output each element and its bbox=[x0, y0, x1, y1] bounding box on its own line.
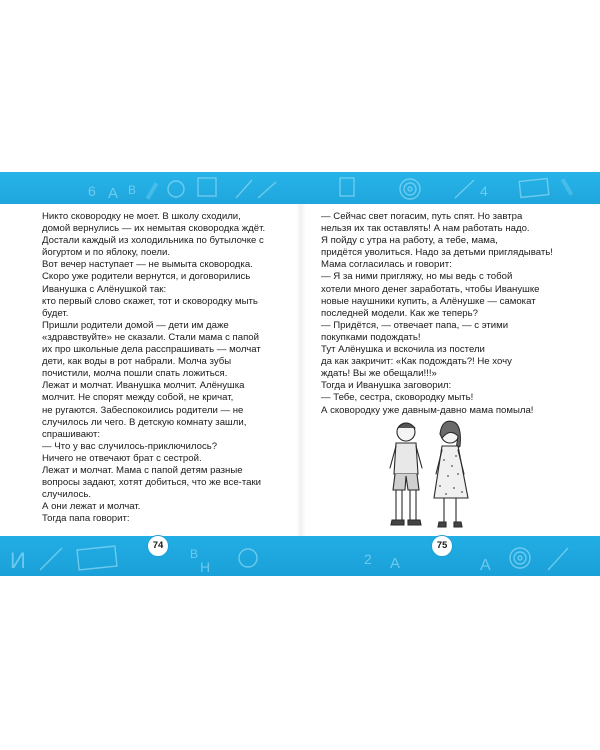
text-line: дети, как воды в рот набрали. Молча зубы bbox=[42, 356, 232, 368]
text-line: ждать! Вы же обещали!!!» bbox=[321, 368, 437, 380]
page-number-left: 74 bbox=[147, 535, 169, 557]
text-line: придётся уволиться. Надо за детьми приглядывать! bbox=[321, 247, 553, 259]
text-line: Я пойду с утра на работу, а тебе, мама, bbox=[321, 235, 498, 247]
svg-text:6: 6 bbox=[88, 183, 96, 199]
text-line: нельзя их так оставлять! А нам работать надо. bbox=[321, 223, 530, 235]
text-line: Скоро уже родители вернутся, и договорились bbox=[42, 271, 251, 283]
book-gutter bbox=[296, 204, 306, 536]
text-line: Иванушка с Алёнушкой так: bbox=[42, 283, 167, 295]
text-line: — Я за ними пригляжу, но мы ведь с тобой bbox=[321, 271, 513, 283]
bottom-decorative-band bbox=[0, 536, 600, 576]
text-line: домой вернулись — их немытая сковородка ждёт. bbox=[42, 223, 266, 235]
text-line: Лежат и молчат. Мама с папой детям разные bbox=[42, 464, 243, 476]
children-illustration bbox=[378, 416, 478, 534]
text-line: новые наушники купить, а Алёнушке — самокат bbox=[321, 295, 536, 307]
text-line: их про школьные дела расспрашивать — молчат bbox=[42, 344, 261, 356]
text-line: Пришли родители домой — дети им даже bbox=[42, 319, 229, 331]
text-line: будет. bbox=[42, 307, 69, 319]
right-page-text bbox=[321, 211, 557, 417]
text-line: Тогда папа говорит: bbox=[42, 513, 130, 525]
band-pattern-icon bbox=[0, 536, 600, 576]
text-line: вопросы задают, хотят добиться, что же все-таки bbox=[42, 477, 262, 489]
text-line: да как закричит: «Как подождать?! Не хочу bbox=[321, 356, 512, 368]
svg-text:А: А bbox=[108, 185, 119, 202]
svg-text:В: В bbox=[128, 183, 137, 197]
text-line: кто первый слово скажет, тот и сковородку мыть bbox=[42, 295, 258, 307]
text-line: — Придётся, — отвечает папа, — с этими bbox=[321, 319, 509, 331]
text-line: Никто сковородку не моет. В школу сходили, bbox=[42, 211, 241, 222]
text-line: Лежат и молчат. Иванушка молчит. Алёнушка bbox=[42, 380, 245, 392]
text-line: йогуртом и по яблоку, поели. bbox=[42, 247, 171, 259]
text-line: — Тебе, сестра, сковородку мыть! bbox=[321, 392, 474, 404]
text-line: Вот вечер наступает — не вымыта сковородка. bbox=[42, 259, 253, 271]
text-line: покупками подождать! bbox=[321, 331, 421, 343]
text-line: молчит. Не спорят между собой, не кричат, bbox=[42, 392, 234, 404]
text-line: Достали каждый из холодильника по бутылочке с bbox=[42, 235, 264, 247]
text-line: Тут Алёнушка и вскочила из постели bbox=[321, 344, 485, 356]
svg-text:4: 4 bbox=[480, 183, 488, 199]
svg-text:Н: Н bbox=[200, 559, 211, 575]
text-line: последней модели. Как же теперь? bbox=[321, 307, 478, 319]
svg-text:В: В bbox=[190, 547, 199, 561]
svg-text:А: А bbox=[390, 555, 401, 572]
text-line: Мама согласилась и говорит: bbox=[321, 259, 452, 271]
svg-text:2: 2 bbox=[364, 551, 372, 567]
text-line: «здравствуйте» не сказали. Стали мама с папой bbox=[42, 331, 259, 343]
text-line: случилось. bbox=[42, 489, 92, 501]
top-decorative-band bbox=[0, 172, 600, 204]
text-line: Тогда и Иванушка заговорил: bbox=[321, 380, 452, 392]
text-line: А сковородку уже давным-давно мама помыла! bbox=[321, 404, 534, 416]
text-line: — Сейчас свет погасим, путь спят. Но завтра bbox=[321, 211, 523, 222]
svg-text:И: И bbox=[10, 548, 26, 573]
text-line: случилось ли чего. В детскую комнату зашли, bbox=[42, 416, 247, 428]
page-number-right: 75 bbox=[431, 535, 453, 557]
band-pattern-icon bbox=[0, 172, 600, 204]
text-line: А они лежат и молчат. bbox=[42, 501, 141, 513]
text-line: не ругаются. Забеспокоились родители — не bbox=[42, 404, 244, 416]
text-line: хотели много денег заработать, чтобы Иванушке bbox=[321, 283, 540, 295]
left-page-text bbox=[42, 211, 278, 525]
text-line: почистили, молча пошли спать ложиться. bbox=[42, 368, 228, 380]
text-line: спрашивают: bbox=[42, 428, 101, 440]
text-line: Ничего не отвечают брат с сестрой. bbox=[42, 452, 202, 464]
svg-text:А: А bbox=[480, 557, 491, 574]
text-line: — Что у вас случилось-приключилось? bbox=[42, 440, 218, 452]
